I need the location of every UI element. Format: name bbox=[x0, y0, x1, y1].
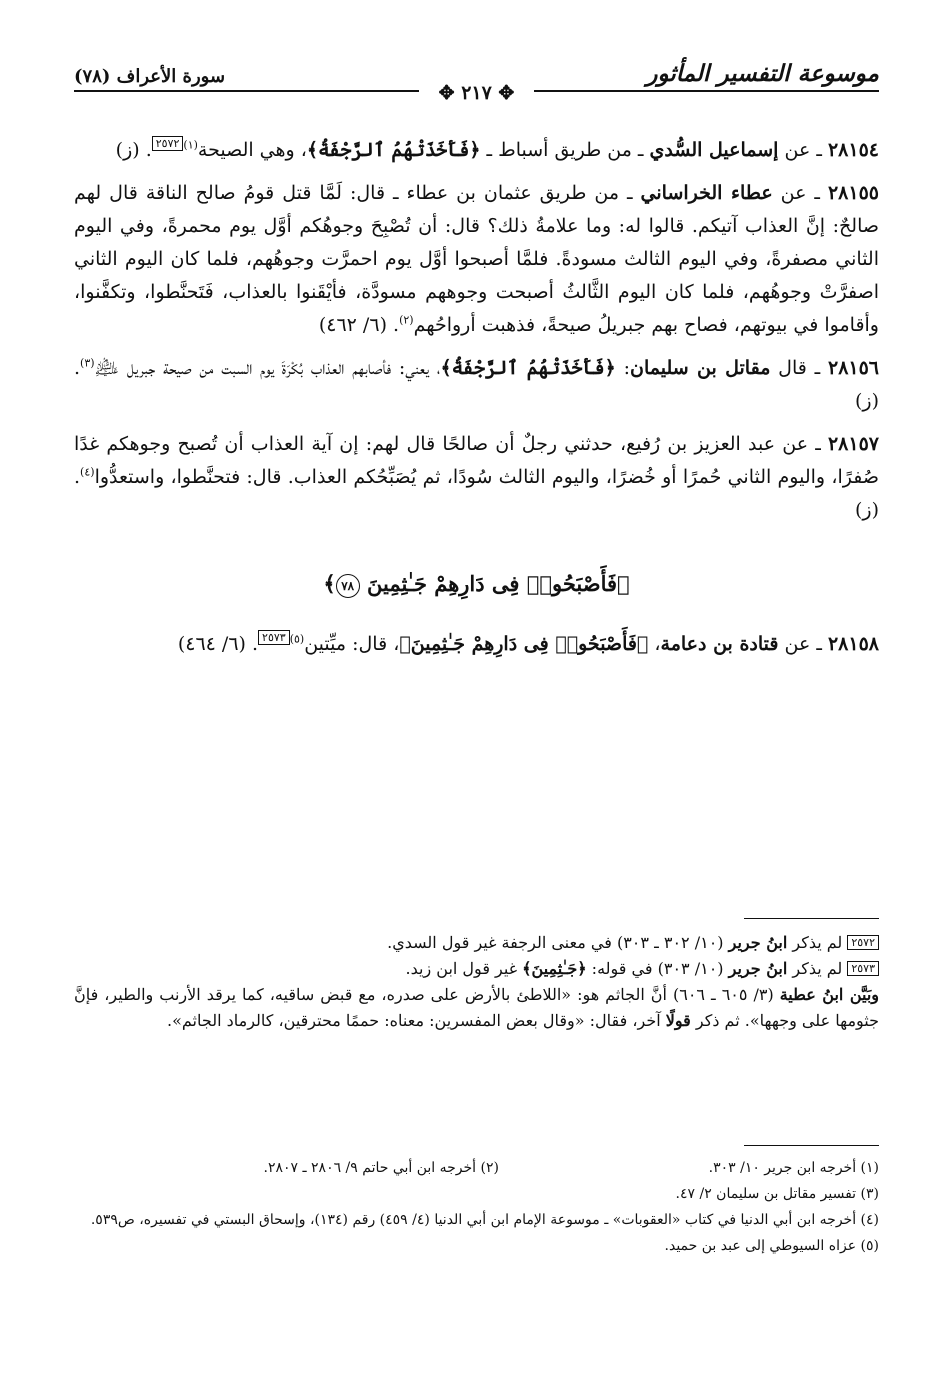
entry-number: ٢٨١٥٥ bbox=[827, 182, 879, 204]
quran-quote: ﴿فَأَخَذَتْهُمُ ٱلرَّجْفَةُ﴾ bbox=[306, 139, 481, 161]
surah-title: سورة الأعراف (٧٨) bbox=[74, 66, 226, 87]
commentary-2572: ٢٥٧٢ لم يذكر ابنُ جرير (١٠/ ٣٠٢ ـ ٣٠٣) في معنى الرجفة غير قول السدي. bbox=[74, 930, 879, 956]
footnote-5: (٥) عزاه السيوطي إلى عبد بن حميد. bbox=[664, 1238, 879, 1254]
narrator: عطاء الخراساني bbox=[640, 182, 773, 204]
entry-28158: ٢٨١٥٨ ـ عن قتادة بن دعامة، ﴿فَأَصْبَحُوا۟ فِى دَارِهِمْ جَـٰثِمِينَ﴾، قال: ميِّتين$^{(٥)}$٢٥٧٣. (٦/ ٤٦٤) bbox=[177, 630, 879, 655]
page-number: ✥ ٢١٧ ✥ bbox=[438, 82, 515, 104]
ornament-icon: ✥ bbox=[491, 82, 515, 104]
entry-28156: ٢٨١٥٦ ـ قال مقاتل بن سليمان: ﴿فَأَخَذَتْهُمُ ٱلرَّجْفَةُ﴾، يعني: فأصابهم العذاب بُكْرَةَ يوم السبت من صيحة جبريل ﵇$^{(٣)}$. (ز) bbox=[74, 356, 880, 412]
commentary-ref-box: ٢٥٧٢ bbox=[847, 935, 879, 950]
header-rule-left bbox=[74, 90, 419, 92]
footnote-ref: (٤) bbox=[80, 465, 95, 479]
book-title: موسوعة التفسير المأثور bbox=[646, 60, 879, 87]
quran-quote: ﴿فَأَخَذَتْهُمُ ٱلرَّجْفَةُ﴾ bbox=[440, 357, 616, 379]
entry-number: ٢٨١٥٨ bbox=[827, 632, 879, 655]
footnote-ref: (٢) bbox=[399, 313, 414, 327]
header-rule-right bbox=[534, 90, 879, 92]
commentary-ref-box: ٢٥٧٣ bbox=[847, 961, 879, 976]
footnote-1: (١) أخرجه ابن جرير ١٠/ ٣٠٣. bbox=[708, 1160, 879, 1176]
page-header bbox=[74, 56, 879, 120]
footnote-4: (٤) أخرجه ابن أبي الدنيا في كتاب «العقوبات» ـ موسوعة الإمام ابن أبي الدنيا (٤/ ٤٥٩) رقم (١٣٤)، وإسحاق البستي في تفسيره، ص٥٣٩. bbox=[90, 1212, 879, 1228]
narrator: إسماعيل السُّدي bbox=[649, 139, 779, 161]
entry-number: ٢٨١٥٤ bbox=[827, 139, 879, 161]
entry-number: ٢٨١٥٧ bbox=[827, 433, 879, 455]
quran-quote: ﴿جَـٰثِمِينَ﴾ bbox=[522, 959, 587, 978]
commentary-ibn-atiyya: وبَيَّن ابنُ عطية (٣/ ٦٠٥ ـ ٦٠٦) أنَّ الجاثم هو: «اللاطئ بالأرض على صدره، مع قبض ساقيه، كما يرقد الأرنب والطير، فإنَّ جثومها على وجهها». ثم ذكر قولًا آخر، فقال: «وقال بعض المفسرين: معناه: حممًا محترقين، كالرماد الجاثم». bbox=[74, 985, 880, 1030]
commentary-2573: ٢٥٧٣ لم يذكر ابنُ جرير (١٠/ ٣٠٣) في قوله: ﴿جَـٰثِمِينَ﴾ غير قول ابن زيد. bbox=[74, 956, 879, 982]
entry-28155: ٢٨١٥٥ ـ عن عطاء الخراساني ـ من طريق عثمان بن عطاء ـ قال: لَمَّا قتل قومُ صالح الناقة قال لهم صالحٌ: إنَّ العذاب آتيكم. قالوا له: وما علامةُ ذلك؟ قال: أن تُصْبِحَ وجوهُكم أوَّل يوم محمرةً، وفي اليوم الثاني مصفرةً، وفي اليوم الثالث مسودةً. فلمَّا أصبحوا أوَّل يوم احمرَّت وجوهُهم، فلما كان اليوم الثاني اصفرَّتْ وجوهُهم، فلما كان اليوم الثَّالثُ أصبحت وجوههم مسودَّة، فأيْقَنوا بالعذاب، فَتَحنَّطوا، وتكفَّنوا، وأقاموا في بيوتهم، فصاح بهم جبريلُ صيحةً، فذهبت أرواحُهم$^{(٢)}$. (٦/ ٤٦٢) bbox=[74, 182, 879, 336]
quran-quote: ﴿فَأَصْبَحُوا۟ فِى دَارِهِمْ جَـٰثِمِينَ﴾ bbox=[399, 632, 649, 655]
footnote-ref: (٥) bbox=[289, 632, 305, 646]
entry-number: ٢٨١٥٦ bbox=[827, 357, 880, 379]
commentary-ref-box: ٢٥٧٣ bbox=[258, 630, 290, 645]
entry-28154: ٢٨١٥٤ ـ عن إسماعيل السُّدي ـ من طريق أسباط ـ ﴿فَأَخَذَتْهُمُ ٱلرَّجْفَةُ﴾، وهي الصيحة$^{(١)}$٢٥٧٢. (ز) bbox=[115, 137, 879, 161]
footnote-2: (٢) أخرجه ابن أبي حاتم ٩/ ٢٨٠٦ ـ ٢٨٠٧. bbox=[263, 1160, 499, 1176]
entry-28157: ٢٨١٥٧ ـ عن عبد العزيز بن رُفيع، حدثني رجلٌ أن صالحًا قال لهم: إن آية العذاب أن تُصبح وجوهكم غدًا صُفرًا، واليوم الثاني حُمرًا أو خُضرًا، واليوم الثالث سُودًا، ثم يُصَبِّحُكم العذاب. قال: فتحنَّطوا، واستعدُّوا$^{(٤)}$. (ز) bbox=[74, 433, 879, 521]
footnote-ref: (١) bbox=[183, 138, 198, 152]
commentary-separator bbox=[744, 918, 879, 919]
main-text bbox=[74, 134, 879, 671]
verse-heading: ﴿فَأَصْبَحُوا۟ فِى دَارِهِمْ جَـٰثِمِينَ ٧٨﴾ bbox=[323, 571, 630, 596]
ornament-icon: ✥ bbox=[438, 82, 462, 104]
commentary-ref-box: ٢٥٧٢ bbox=[152, 136, 184, 151]
footnote-separator bbox=[744, 1145, 879, 1146]
narrator: قتادة بن دعامة bbox=[660, 632, 779, 655]
narrator: مقاتل بن سليمان bbox=[630, 357, 771, 379]
footnote-ref: (٣) bbox=[80, 356, 95, 370]
footnotes bbox=[74, 1155, 879, 1259]
verse-number-badge: ٧٨ bbox=[336, 574, 360, 598]
footnote-3: (٣) تفسير مقاتل بن سليمان ٢/ ٤٧. bbox=[675, 1186, 879, 1202]
commentary-section bbox=[74, 930, 879, 1034]
